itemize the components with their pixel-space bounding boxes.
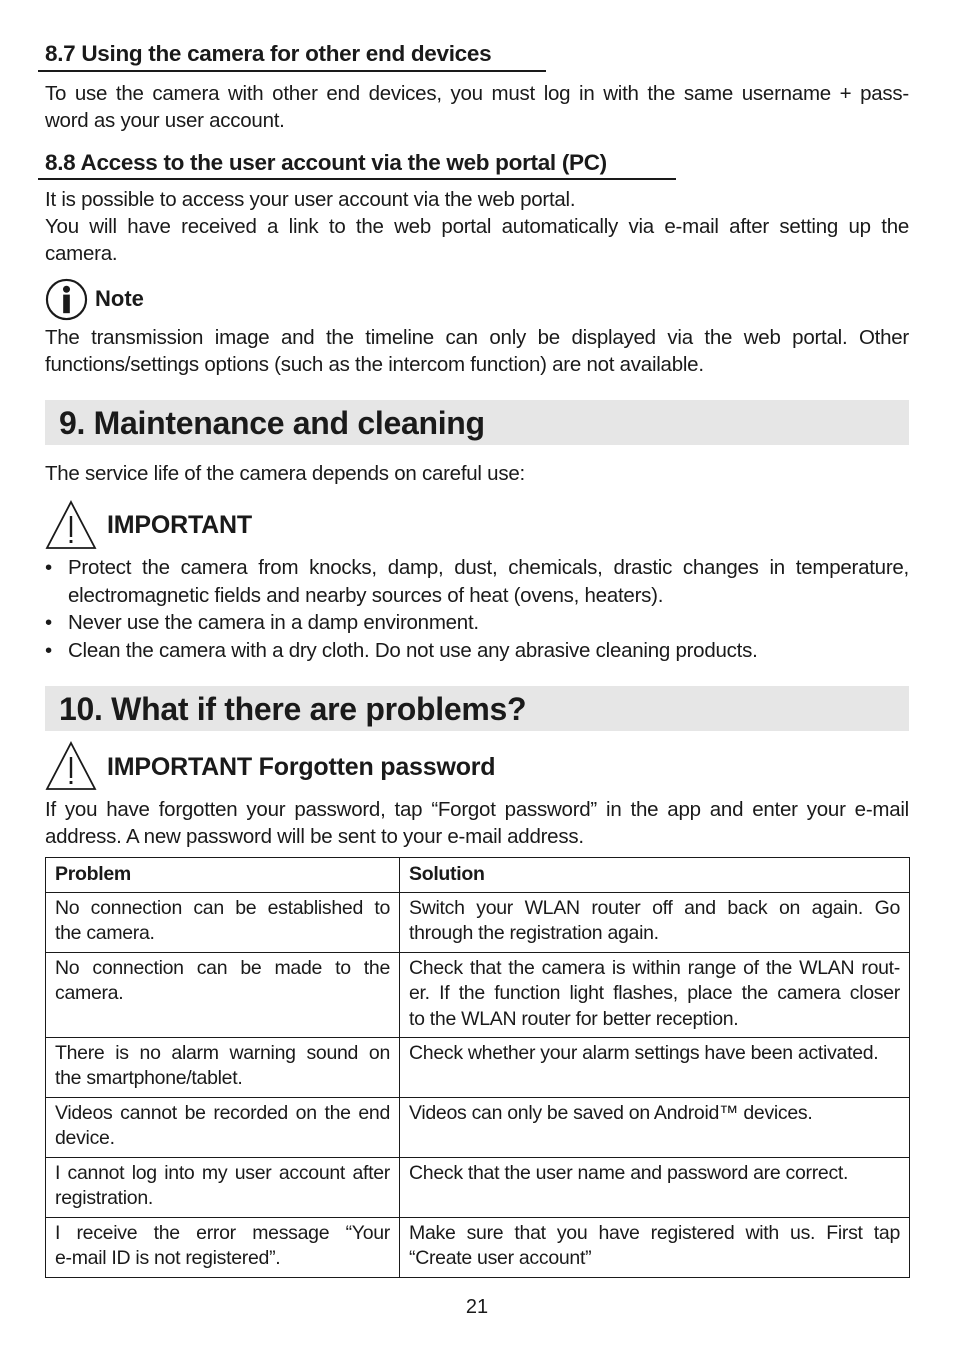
note-label: Note: [95, 286, 144, 311]
list-item: [45, 637, 909, 665]
cell-line: camera.: [55, 982, 124, 1004]
problem-cell: [46, 952, 400, 1037]
cell-line: e-mail ID is not registered”.: [55, 1247, 281, 1269]
maintenance-bullet-list: [45, 554, 909, 664]
section-8-8-text: [45, 186, 909, 267]
text-line: Never use the camera in a damp environment.: [68, 611, 479, 634]
cell-line: Switch your WLAN router off and back on again. Go: [409, 896, 900, 919]
text-line: functions/settings options (such as the intercom function) are not available.: [45, 353, 704, 376]
section-8-7-heading: 8.7 Using the camera for other end devices: [45, 41, 492, 66]
table-row: [46, 1157, 910, 1217]
important-label: IMPORTANT: [107, 511, 252, 539]
cell-line: I receive the error message “Your: [55, 1221, 390, 1244]
section-9-intro: The service life of the camera depends on careful use:: [45, 462, 525, 485]
page-number: 21: [465, 1296, 489, 1318]
cell-line: Check that the camera is within range of the WLAN rout-: [409, 956, 900, 979]
cell-line: the smartphone/tablet.: [55, 1067, 243, 1089]
text-line: Clean the camera with a dry cloth. Do not use any abrasive cleaning products.: [68, 638, 758, 662]
table-row: [46, 1037, 910, 1097]
section-8-7-text: [45, 80, 909, 134]
section-8-8-heading: 8.8 Access to the user account via the web portal (PC): [45, 150, 607, 175]
info-icon: [45, 278, 88, 321]
bullet-symbol: •: [45, 611, 52, 634]
text-line: You will have received a link to the web portal automatically via e-mail after setting up the: [45, 215, 909, 238]
text-line: To use the camera with other end devices, you must log in with the same username + pass-: [45, 82, 909, 105]
list-item: [45, 609, 909, 637]
bullet-symbol: •: [45, 638, 52, 662]
warning-triangle-icon: [45, 740, 97, 792]
cell-line: er. If the function light flashes, place the camera closer: [409, 982, 900, 1004]
text-line: It is possible to access your user account via the web portal.: [45, 188, 576, 211]
table-row: [46, 1217, 910, 1277]
heading-underline: [38, 70, 546, 72]
cell-line: Videos can only be saved on Android™ devices.: [409, 1101, 813, 1124]
cell-line: device.: [55, 1127, 115, 1149]
cell-line: “Create user account”: [409, 1247, 592, 1269]
solution-cell: [400, 952, 910, 1037]
problem-cell: [46, 1217, 400, 1277]
text-line: electromagnetic fields and nearby sources of heat (ovens, heaters).: [68, 583, 664, 607]
text-line: word as your user account.: [45, 109, 285, 132]
table-row: [46, 952, 910, 1037]
cell-line: through the registration again.: [409, 922, 659, 944]
cell-line: registration.: [55, 1187, 153, 1209]
cell-line: Make sure that you have registered with us. First tap: [409, 1221, 900, 1244]
problem-cell: [46, 1157, 400, 1217]
table-header-row: [46, 858, 910, 893]
column-header-solution: Solution: [400, 858, 910, 893]
text-line: address. A new password will be sent to your e-mail address.: [45, 825, 584, 848]
section-10-title: 10. What if there are problems?: [59, 691, 527, 727]
text-line: camera.: [45, 242, 118, 265]
solution-cell: [400, 1157, 910, 1217]
list-item: [45, 554, 909, 609]
cell-line: I cannot log into my user account after: [55, 1161, 390, 1184]
heading-underline: [38, 178, 676, 180]
cell-line: There is no alarm warning sound on: [55, 1041, 390, 1064]
cell-line: the camera.: [55, 922, 155, 944]
section-9-title: 9. Maintenance and cleaning: [59, 405, 485, 441]
solution-cell: [400, 1217, 910, 1277]
cell-line: Check that the user name and password are correct.: [409, 1161, 849, 1184]
cell-line: No connection can be established to: [55, 896, 390, 919]
note-text: [45, 324, 909, 378]
column-header-problem: Problem: [46, 858, 400, 893]
problem-cell: [46, 1097, 400, 1157]
text-line: If you have forgotten your password, tap “Forgot password” in the app and enter your e-mail: [45, 798, 909, 821]
table-row: [46, 892, 910, 952]
cell-line: Check whether your alarm settings have been activated.: [409, 1041, 879, 1064]
solution-cell: [400, 892, 910, 952]
bullet-symbol: •: [45, 556, 52, 579]
cell-line: No connection can be made to the: [55, 956, 390, 979]
important-forgotten-password-label: IMPORTANT Forgotten password: [107, 753, 496, 781]
text-line: The transmission image and the timeline can only be displayed via the web portal. Other: [45, 326, 909, 349]
text-line: Protect the camera from knocks, damp, dust, chemicals, drastic changes in temperature,: [68, 556, 909, 579]
warning-triangle-icon: [45, 499, 97, 551]
problem-solution-table: [45, 857, 910, 1278]
problem-cell: [46, 1037, 400, 1097]
table-row: [46, 1097, 910, 1157]
problem-cell: [46, 892, 400, 952]
solution-cell: [400, 1037, 910, 1097]
cell-line: to the WLAN router for better reception.: [409, 1007, 739, 1030]
cell-line: Videos cannot be recorded on the end: [55, 1101, 390, 1124]
section-9-header: [45, 400, 909, 445]
forgotten-password-text: [45, 796, 909, 850]
solution-cell: [400, 1097, 910, 1157]
section-10-header: [45, 686, 909, 731]
